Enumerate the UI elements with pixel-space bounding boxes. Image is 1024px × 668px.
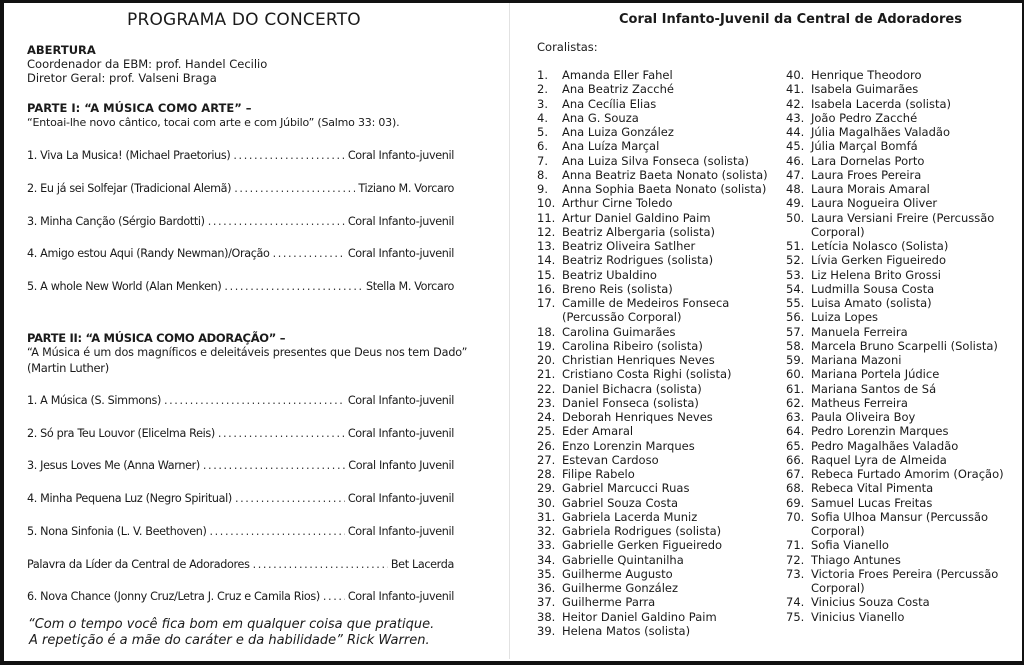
program-item-work: 6. Nova Chance (Jonny Cruz/Letra J. Cruz e Camila Rios) [27, 590, 320, 603]
member-list-item [537, 325, 777, 339]
part2-epigraph-author: (Martin Luther) [27, 361, 109, 375]
member-list-item [537, 453, 777, 467]
member-list-item [786, 567, 1016, 596]
member-list-item [786, 424, 1016, 438]
program-item-work: Palavra da Líder da Central de Adoradores [27, 558, 250, 571]
member-list-item [786, 453, 1016, 467]
member-name: Mariana Portela Júdice [811, 367, 940, 382]
member-list-item [786, 610, 1016, 624]
member-name: Luiza Lopes [811, 310, 879, 325]
dot-leader [208, 215, 345, 228]
member-name: Sofia Vianello [811, 538, 889, 553]
member-name: Gabriel Souza Costa [562, 495, 679, 510]
member-list-item [537, 182, 777, 196]
member-name: Ana Luiza Silva Fonseca (solista) [562, 153, 750, 168]
program-item-work: 5. A whole New World (Alan Menken) [27, 280, 222, 293]
member-number: 17. [537, 296, 556, 310]
member-number: 28. [537, 467, 556, 481]
member-list-item [786, 68, 1016, 82]
member-list-item [786, 154, 1016, 168]
member-name: Ana Luíza Marçal [562, 139, 660, 154]
program-item-performer: Coral Infanto-juvenil [347, 427, 454, 440]
member-number: 37. [537, 595, 556, 610]
member-number: 33. [537, 538, 556, 553]
member-list-item [537, 396, 777, 410]
member-list-item [786, 310, 1016, 324]
choir-title: Coral Infanto-Juvenil da Central de Adoradores [619, 12, 962, 27]
program-item [27, 525, 454, 541]
member-list-item [537, 567, 777, 581]
program-item-work: 4. Minha Pequena Luz (Negro Spiritual) [27, 492, 232, 505]
dot-leader [273, 247, 345, 260]
member-number: 48. [786, 182, 805, 196]
member-number: 20. [537, 353, 556, 367]
member-number: 3. [537, 96, 548, 111]
program-item [27, 280, 454, 296]
member-number: 5. [537, 125, 548, 139]
part1-heading: PARTE I: “A MÚSICA COMO ARTE” – [27, 101, 252, 115]
member-name: Lívia Gerken Figueiredo [811, 253, 947, 268]
member-name: Ana Cecília Elias [562, 96, 657, 111]
member-name: Anna Sophia Baeta Nonato (solista) [562, 182, 767, 196]
member-list-item [786, 282, 1016, 296]
member-list-item [786, 125, 1016, 139]
member-name: Thiago Antunes [811, 552, 901, 567]
member-number: 39. [537, 623, 556, 638]
member-name: Isabela Guimarães [811, 82, 919, 97]
dot-leader [234, 182, 355, 195]
member-number: 1. [537, 68, 548, 82]
member-list-item [537, 339, 777, 353]
member-name: Letícia Nolasco (Solista) [811, 239, 949, 253]
member-list-item [537, 296, 777, 325]
member-number: 43. [786, 110, 805, 125]
member-list-item [786, 97, 1016, 111]
member-name: Guilherme Parra [562, 595, 656, 610]
member-list-item [786, 253, 1016, 267]
member-name: Ludmilla Sousa Costa [811, 281, 935, 296]
member-number: 59. [786, 353, 805, 367]
member-list-item [537, 268, 777, 282]
member-list-item [537, 538, 777, 552]
member-list-item [537, 610, 777, 624]
member-name: Vinicius Vianello [811, 609, 905, 624]
member-number: 32. [537, 524, 556, 538]
dot-leader [224, 280, 363, 293]
member-list-item [537, 125, 777, 139]
member-number: 26. [537, 438, 556, 453]
member-name: Guilherme Augusto [562, 566, 673, 581]
member-list-item [786, 111, 1016, 125]
member-name: Ana G. Souza [562, 110, 639, 125]
member-list-item [537, 253, 777, 267]
member-number: 2. [537, 82, 548, 97]
member-number: 11. [537, 210, 556, 225]
member-list-item [786, 168, 1016, 182]
member-number: 15. [537, 267, 556, 282]
dot-leader [323, 590, 345, 603]
member-name: Júlia Magalhães Valadão [811, 125, 950, 139]
member-name: Laura Froes Pereira [811, 167, 922, 182]
member-name: Pedro Lorenzin Marques [811, 424, 949, 439]
member-list-item [537, 524, 777, 538]
member-list-item [786, 182, 1016, 196]
member-list-item [537, 467, 777, 481]
member-number: 24. [537, 410, 556, 424]
member-name: Laura Morais Amaral [811, 182, 930, 196]
member-name: Laura Versiani Freire (Percussão Corporal) [811, 210, 995, 239]
member-name: Júlia Marçal Bomfá [811, 139, 918, 154]
member-name: Gabrielle Gerken Figueiredo [562, 538, 723, 553]
member-name: Gabriela Lacerda Muniz [562, 509, 698, 524]
member-name: Breno Reis (solista) [562, 281, 673, 296]
members-column-2 [786, 68, 1016, 624]
member-number: 47. [786, 167, 805, 182]
member-list-item [537, 353, 777, 367]
member-number: 13. [537, 239, 556, 253]
member-list-item [537, 439, 777, 453]
member-name: Arthur Cirne Toledo [562, 196, 673, 211]
member-name: Raquel Lyra de Almeida [811, 452, 947, 467]
member-list-item [537, 97, 777, 111]
dot-leader [203, 459, 345, 472]
program-item-work: 4. Amigo estou Aqui (Randy Newman)/Oração [27, 247, 270, 260]
member-number: 52. [786, 253, 805, 268]
member-name: Vinicius Souza Costa [811, 595, 930, 610]
member-number: 34. [537, 552, 556, 567]
member-number: 4. [537, 110, 548, 125]
member-number: 62. [786, 395, 805, 410]
member-name: Luisa Amato (solista) [811, 296, 932, 310]
program-item [27, 149, 454, 165]
member-list-item [537, 282, 777, 296]
member-number: 12. [537, 224, 556, 239]
member-number: 38. [537, 609, 556, 624]
member-number: 55. [786, 296, 805, 310]
member-number: 53. [786, 267, 805, 282]
member-name: Marcela Bruno Scarpelli (Solista) [811, 338, 998, 353]
member-list-item [537, 68, 777, 82]
member-number: 56. [786, 310, 805, 325]
member-list-item [537, 168, 777, 182]
member-number: 51. [786, 239, 805, 253]
member-number: 46. [786, 153, 805, 168]
program-item-work: 3. Minha Canção (Sérgio Bardotti) [27, 215, 205, 228]
member-list-item [537, 595, 777, 609]
member-name: Victoria Froes Pereira (Percussão Corporal) [811, 566, 999, 595]
member-number: 50. [786, 210, 805, 225]
member-number: 36. [537, 581, 556, 595]
program-title: PROGRAMA DO CONCERTO [127, 10, 361, 30]
member-list-item [786, 211, 1016, 240]
member-list-item [786, 510, 1016, 539]
member-list-item [537, 424, 777, 438]
member-name: Mariana Santos de Sá [811, 381, 937, 396]
member-list-item [786, 481, 1016, 495]
member-name: Gabrielle Quintanilha [562, 552, 684, 567]
dot-leader [253, 558, 388, 571]
program-item [27, 492, 454, 508]
member-number: 31. [537, 509, 556, 524]
member-number: 75. [786, 609, 805, 624]
program-item-performer: Tiziano M. Vorcaro [358, 182, 454, 195]
member-list-item [786, 339, 1016, 353]
member-list-item [786, 139, 1016, 153]
program-item [27, 394, 454, 410]
member-number: 69. [786, 495, 805, 510]
member-list-item [537, 382, 777, 396]
member-number: 8. [537, 167, 548, 182]
member-list-item [537, 624, 777, 638]
member-name: Ana Luiza González [562, 125, 674, 139]
dot-leader [210, 525, 345, 538]
member-number: 27. [537, 452, 556, 467]
member-list-item [786, 467, 1016, 481]
member-list-item [786, 382, 1016, 396]
member-number: 10. [537, 196, 556, 211]
member-number: 68. [786, 481, 805, 496]
member-list-item [786, 82, 1016, 96]
member-number: 61. [786, 381, 805, 396]
part2-epigraph: “A Música é um dos magníficos e deleitáveis presentes que Deus nos tem Dado” [27, 346, 468, 359]
member-list-item [786, 410, 1016, 424]
coordinator-line: Coordenador da EBM: prof. Handel Cecilio [27, 57, 268, 71]
member-number: 16. [537, 281, 556, 296]
member-name: Sofia Ulhoa Mansur (Percussão Corporal) [811, 509, 989, 538]
member-name: Beatriz Oliveira Satlher [562, 239, 696, 253]
dot-leader [233, 149, 344, 162]
closing-quote [28, 617, 448, 649]
member-list-item [537, 225, 777, 239]
member-name: Christian Henriques Neves [562, 353, 715, 367]
members-column-1 [537, 68, 777, 638]
program-item-performer: Coral Infanto-juvenil [347, 149, 454, 162]
program-item-work: 1. Viva La Musica! (Michael Praetorius) [27, 149, 231, 162]
director-line: Diretor Geral: prof. Valseni Braga [27, 71, 217, 85]
member-number: 30. [537, 495, 556, 510]
member-list-item [786, 553, 1016, 567]
member-list-item [537, 553, 777, 567]
program-item-performer: Coral Infanto-juvenil [347, 590, 454, 603]
member-number: 42. [786, 96, 805, 111]
member-name: Lara Dornelas Porto [811, 153, 925, 168]
dot-leader [164, 394, 345, 407]
opening-heading: ABERTURA [27, 43, 96, 57]
member-list-item [786, 239, 1016, 253]
member-name: Liz Helena Brito Grossi [811, 267, 941, 282]
program-item-performer: Coral Infanto Juvenil [348, 459, 454, 472]
member-number: 35. [537, 566, 556, 581]
member-number: 67. [786, 467, 805, 481]
member-list-item [537, 139, 777, 153]
member-number: 21. [537, 367, 556, 382]
member-name: Mariana Mazoni [811, 353, 902, 367]
member-list-item [537, 496, 777, 510]
member-name: João Pedro Zacché [811, 110, 918, 125]
member-number: 29. [537, 481, 556, 496]
member-number: 58. [786, 338, 805, 353]
program-item-work: 2. Só pra Teu Louvor (Elicelma Reis) [27, 427, 215, 440]
page-fold-divider [509, 3, 510, 659]
member-name: Anna Beatriz Baeta Nonato (solista) [562, 167, 768, 182]
program-item [27, 215, 454, 231]
member-list-item [537, 510, 777, 524]
program-item [27, 558, 454, 574]
member-number: 73. [786, 566, 805, 581]
program-item-performer: Coral Infanto-juvenil [347, 525, 454, 538]
member-number: 41. [786, 82, 805, 97]
member-number: 22. [537, 381, 556, 396]
member-list-item [537, 111, 777, 125]
dot-leader [218, 427, 345, 440]
member-name: Enzo Lorenzin Marques [562, 438, 695, 453]
members-label: Coralistas: [537, 40, 598, 54]
member-number: 9. [537, 182, 548, 196]
member-list-item [537, 239, 777, 253]
member-name: Rebeca Furtado Amorim (Oração) [811, 467, 1004, 481]
program-item [27, 459, 454, 475]
member-number: 25. [537, 424, 556, 439]
member-name: Matheus Ferreira [811, 395, 908, 410]
member-number: 70. [786, 509, 805, 524]
member-list-item [786, 325, 1016, 339]
member-number: 7. [537, 153, 548, 168]
member-name: Cristiano Costa Righi (solista) [562, 367, 732, 382]
member-number: 19. [537, 338, 556, 353]
member-name: Rebeca Vital Pimenta [811, 481, 934, 496]
member-name: Ana Beatriz Zacché [562, 82, 674, 97]
member-number: 57. [786, 324, 805, 339]
program-item [27, 427, 454, 443]
member-name: Paula Oliveira Boy [811, 410, 916, 424]
member-list-item [537, 211, 777, 225]
member-number: 6. [537, 139, 548, 154]
member-name: Eder Amaral [562, 424, 634, 439]
member-number: 71. [786, 538, 805, 553]
member-list-item [786, 538, 1016, 552]
member-number: 49. [786, 196, 805, 211]
member-list-item [537, 410, 777, 424]
part1-epigraph: “Entoai-lhe novo cântico, tocai com arte e com Júbilo” (Salmo 33: 03). [27, 116, 400, 129]
member-name: Samuel Lucas Freitas [811, 495, 933, 510]
member-list-item [537, 367, 777, 381]
closing-quote-line-2: A repetição é a mãe do caráter e da habilidade” Rick Warren. [29, 633, 430, 648]
program-item-performer: Stella M. Vorcaro [365, 280, 454, 293]
program-item-work: 3. Jesus Loves Me (Anna Warner) [27, 459, 200, 472]
member-name: Carolina Ribeiro (solista) [562, 338, 703, 353]
program-item-work: 1. A Música (S. Simmons) [27, 394, 161, 407]
member-list-item [786, 439, 1016, 453]
member-list-item [786, 196, 1016, 210]
member-name: Beatriz Ubaldino [562, 267, 657, 282]
member-number: 65. [786, 438, 805, 453]
member-name: Estevan Cardoso [562, 452, 659, 467]
member-name: Camille de Medeiros Fonseca (Percussão Corporal) [562, 296, 730, 325]
member-number: 64. [786, 424, 805, 439]
member-list-item [786, 296, 1016, 310]
member-name: Heitor Daniel Galdino Paim [562, 609, 717, 624]
member-number: 74. [786, 595, 805, 610]
member-list-item [537, 581, 777, 595]
member-list-item [786, 496, 1016, 510]
member-number: 63. [786, 410, 805, 424]
program-item-performer: Coral Infanto-juvenil [347, 215, 454, 228]
member-name: Isabela Lacerda (solista) [811, 96, 952, 111]
member-name: Pedro Magalhães Valadão [811, 438, 959, 453]
member-list-item [786, 396, 1016, 410]
member-list-item [786, 268, 1016, 282]
program-item [27, 182, 454, 198]
member-name: Daniel Fonseca (solista) [562, 395, 699, 410]
part2-heading: PARTE II: “A MÚSICA COMO ADORAÇÃO” – [27, 331, 286, 345]
member-name: Henrique Theodoro [811, 68, 922, 82]
member-number: 45. [786, 139, 805, 154]
member-number: 23. [537, 395, 556, 410]
member-name: Beatriz Albergaria (solista) [562, 224, 716, 239]
program-item-performer: Coral Infanto-juvenil [347, 247, 454, 260]
member-number: 66. [786, 452, 805, 467]
member-name: Filipe Rabelo [562, 467, 635, 481]
member-list-item [537, 154, 777, 168]
program-item-performer: Bet Lacerda [390, 558, 454, 571]
member-number: 14. [537, 253, 556, 268]
program-item-performer: Coral Infanto-juvenil [347, 394, 454, 407]
member-list-item [786, 595, 1016, 609]
program-item-performer: Coral Infanto-juvenil [347, 492, 454, 505]
member-list-item [786, 367, 1016, 381]
member-name: Deborah Henriques Neves [562, 410, 713, 424]
member-name: Guilherme González [562, 581, 679, 595]
member-name: Beatriz Rodrigues (solista) [562, 253, 714, 268]
member-number: 54. [786, 281, 805, 296]
member-name: Laura Nogueira Oliver [811, 196, 938, 211]
program-item [27, 247, 454, 263]
member-number: 18. [537, 324, 556, 339]
program-item-work: 2. Eu já sei Solfejar (Tradicional Alemã) [27, 182, 232, 195]
member-number: 40. [786, 68, 805, 82]
member-name: Carolina Guimarães [562, 324, 676, 339]
member-number: 60. [786, 367, 805, 382]
program-item [27, 590, 454, 606]
program-item-work: 5. Nona Sinfonia (L. V. Beethoven) [27, 525, 207, 538]
member-name: Gabriela Rodrigues (solista) [562, 524, 722, 538]
dot-leader [235, 492, 345, 505]
member-number: 44. [786, 125, 805, 139]
member-list-item [537, 481, 777, 495]
member-name: Manuela Ferreira [811, 324, 908, 339]
member-name: Artur Daniel Galdino Paim [562, 210, 711, 225]
member-name: Gabriel Marcucci Ruas [562, 481, 690, 496]
member-name: Helena Matos (solista) [562, 623, 691, 638]
member-list-item [537, 82, 777, 96]
member-list-item [786, 353, 1016, 367]
member-name: Amanda Eller Fahel [562, 68, 673, 82]
member-number: 72. [786, 552, 805, 567]
member-list-item [537, 196, 777, 210]
member-name: Daniel Bichacra (solista) [562, 381, 702, 396]
closing-quote-line-1: “Com o tempo você fica bom em qualquer coisa que pratique. [28, 617, 435, 632]
